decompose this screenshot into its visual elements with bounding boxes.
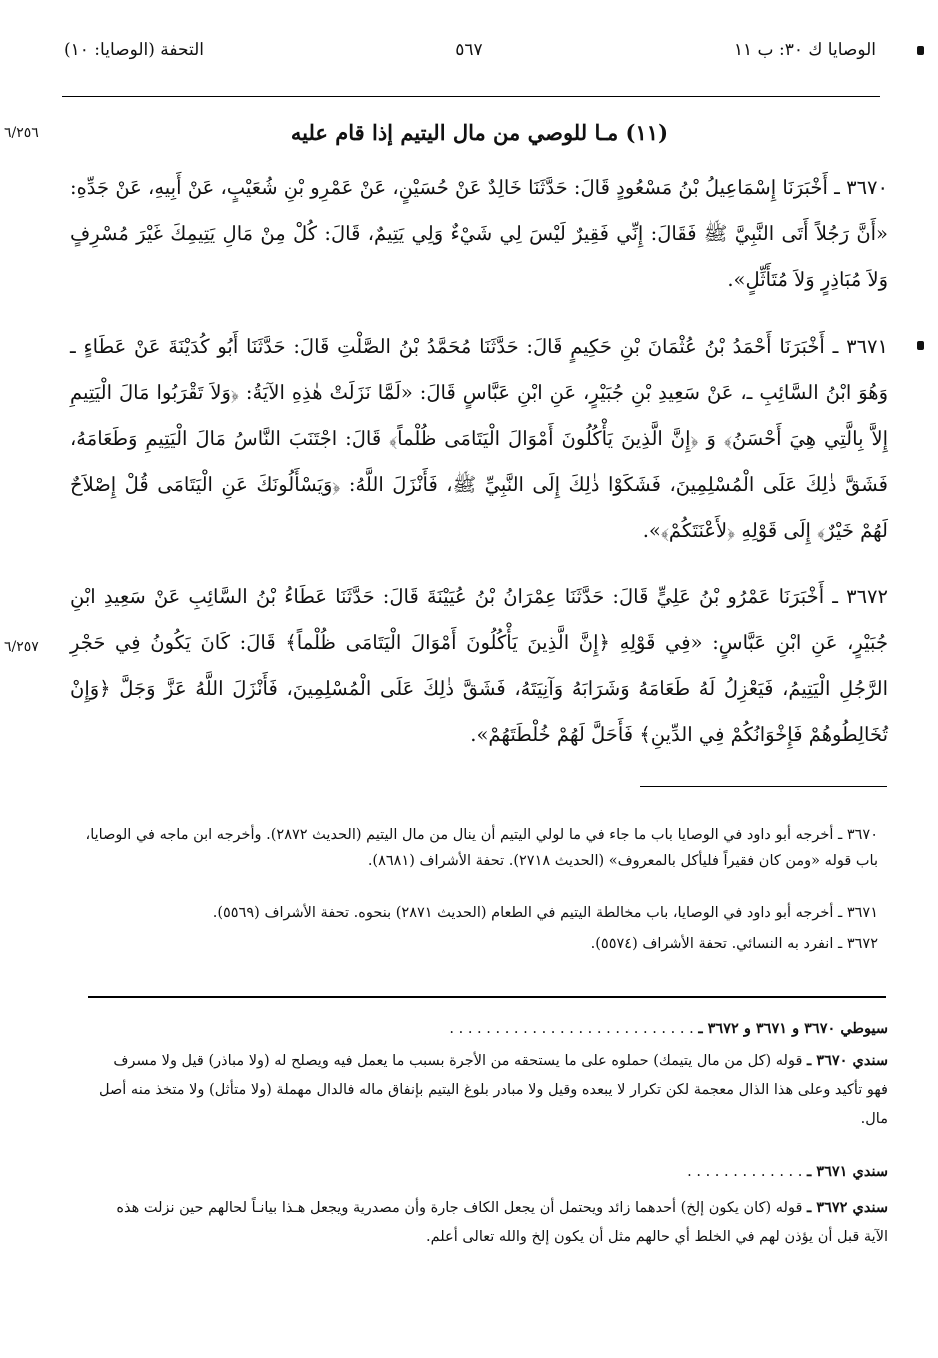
commentary-text: قوله (كل من مال يتيمك) حملوه على ما يستحقه من الأجرة بسبب ما يعمل فيه ويصلح له (ولا مباذر) قيل ولا مسرف فهو تأكيد وعلى هذا الذال معجمة لكن تكرار لا يبعده وقيل ولا مبادر بلوغ اليتيم بإنفاق ماله فالدال مهملة (ولا متأثل) ولا متخذ منه أصل مال.	[98, 1053, 888, 1127]
footnote-separator	[640, 786, 887, 787]
margin-bullet	[917, 46, 924, 55]
hadith-3670: ٣٦٧٠ ـ أَخْبَرَنَا إِسْمَاعِيلُ بْنُ مَسْعُودٍ قَالَ: حَدَّثَنَا خَالِدٌ عَنْ حُسَيْنٍ، عَنْ عَمْرِو بْنِ شُعَيْبٍ، عَنْ أَبِيهِ، عَنْ جَدِّهِ: «أَنَّ رَجُلاً أَتَى النَّبِيَّ ﷺ فَقَالَ: إِنِّي فَقِيرٌ لَيْسَ لِي شَيْءٌ وَلِي يَتِيمٌ، قَالَ: كُلْ مِنْ مَالِ يَتِيمِكَ غَيْرَ مُسْرِفٍ وَلاَ مُبَاذِرٍ وَلاَ مُتَأَثِّلٍ».	[70, 176, 888, 291]
page-number: ٥٦٧	[455, 40, 483, 60]
running-header-right: الوصايا ك ٣٠: ب ١١	[733, 40, 876, 60]
running-header-left: التحفة (الوصايا: ١٠)	[64, 40, 205, 60]
commentary-dots: . . . . . . . . . . . . .	[687, 1164, 803, 1180]
margin-ref-volume-page: ٦/٢٥٦	[4, 125, 39, 141]
margin-ref-volume-page: ٦/٢٥٧	[4, 639, 39, 655]
commentary-sindi-3671	[88, 1157, 888, 1187]
commentary-sindi-3670	[88, 1046, 888, 1134]
header-rule	[62, 96, 880, 97]
footnote-3672: ٣٦٧٢ ـ انفرد به النسائي. تحفة الأشراف (٥٥٧٤).	[590, 936, 878, 952]
footnote-3671: ٣٦٧١ ـ أخرجه أبو داود في الوصايا، باب مخالطة اليتيم في الطعام (الحديث ٢٨٧١) بنحوه. تحفة الأشراف (٥٥٦٩).	[212, 905, 878, 921]
commentary-heading: سندي ٣٦٧٢ ـ	[807, 1199, 888, 1216]
hadith-3671: ٣٦٧١ ـ أَخْبَرَنَا أَحْمَدُ بْنُ عُثْمَانَ بْنِ حَكِيمٍ قَالَ: حَدَّثَنَا مُحَمَّدُ بْنُ الصَّلْتِ قَالَ: حَدَّثَنَا أَبُو كُدَيْنَةَ عَنْ عَطَاءٍ ـ وَهُوَ ابْنُ السَّائِبِ ـ، عَنْ سَعِيدِ بْنِ جُبَيْرٍ، عَنِ ابْنِ عَبَّاسٍ قَالَ: «لَمَّا نَزَلَتْ هٰذِهِ الآيَةُ: ﴿وَلاَ تَقْرَبُوا مَالَ الْيَتِيمِ إِلاَّ بِالَّتِي هِيَ أَحْسَنُ﴾ وَ ﴿إِنَّ الَّذِينَ يَأْكُلُونَ أَمْوَالَ الْيَتَامَى ظُلْماً﴾ قَالَ: اجْتَنَبَ النَّاسُ مَالَ الْيَتِيمِ وَطَعَامَهُ، فَشَقَّ ذٰلِكَ عَلَى الْمُسْلِمِينَ، فَشَكَوْا ذٰلِكَ إِلَى النَّبِيِّ ﷺ، فَأَنْزَلَ اللَّهُ: ﴿وَيَسْأَلُونَكَ عَنِ الْيَتَامَى قُلْ إِصْلاَحٌ لَهُمْ خَيْرٌ﴾ إِلَى قَوْلِهِ ﴿لأَعْنَتَكُمْ﴾».	[70, 335, 888, 542]
commentary-suyuti	[88, 1014, 888, 1044]
commentary-sindi-3672	[88, 1193, 888, 1252]
commentary-dots: . . . . . . . . . . . . . . . . . . . . . . . . . . .	[449, 1021, 694, 1037]
commentary-heading: سيوطي ٣٦٧٠ و ٣٦٧١ و ٣٦٧٢ ـ	[698, 1020, 888, 1037]
commentary-heading: سندي ٣٦٧٠ ـ	[807, 1052, 888, 1069]
commentary-heading: سندي ٣٦٧١ ـ	[807, 1163, 888, 1180]
margin-bullet	[917, 341, 924, 350]
commentary-text: قوله (كان يكون إلخ) أحدهما زائد ويحتمل أن يجعل الكاف جارة وأن مصدرية ويجعل هـذا بيانـاً لحالهم حين نزلت هذه الآية قبل أن يؤذن لهم في الخلط أي حالهم مثل أن يكون إلخ والله تعالى أعلم.	[116, 1200, 888, 1245]
commentary-separator	[88, 996, 886, 998]
hadith-3672: ٣٦٧٢ ـ أَخْبَرَنَا عَمْرُو بْنُ عَلِيٍّ قَالَ: حَدَّثَنَا عِمْرَانُ بْنُ عُيَيْنَةَ قَالَ: حَدَّثَنَا عَطَاءُ بْنُ السَّائِبِ عَنْ سَعِيدِ ابْنِ جُبَيْرٍ، عَنِ ابْنِ عَبَّاسٍ: «فِي قَوْلِهِ ﴿إِنَّ الَّذِينَ يَأْكُلُونَ أَمْوَالَ الْيَتَامَى ظُلْماً﴾ قَالَ: كَانَ يَكُونُ فِي حَجْرِ الرَّجُلِ الْيَتِيمُ، فَيَعْزِلُ لَهُ طَعَامَهُ وَشَرَابَهُ وَآنِيَتَهُ، فَشَقَّ ذٰلِكَ عَلَى الْمُسْلِمِينَ، فَأَنْزَلَ اللَّهُ عَزَّ وَجَلَّ ﴿وَإِنْ تُخَالِطُوهُمْ فَإِخْوَانُكُمْ فِي الدِّينِ﴾ فَأَحَلَّ لَهُمْ خُلْطَتَهُمْ».	[70, 585, 888, 746]
chapter-title: (١١) مـا للوصي من مال اليتيم إذا قام عليه	[290, 120, 668, 145]
footnote-3670: ٣٦٧٠ ـ أخرجه أبو داود في الوصايا باب ما جاء في ما لولي اليتيم أن ينال من مال اليتيم (الحديث ٢٨٧٢). وأخرجه ابن ماجه في الوصايا، باب قوله «ومن كان فقيراً فليأكل بالمعروف» (الحديث ٢٧١٨). تحفة الأشراف (٨٦٨١).	[85, 827, 878, 869]
